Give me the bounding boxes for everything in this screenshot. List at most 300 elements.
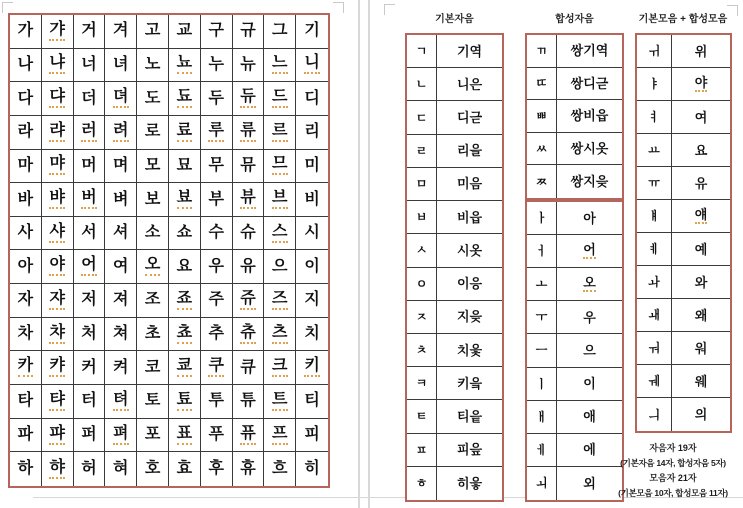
jamo-cell [637, 101, 672, 134]
jamo-name-text: 유 [694, 175, 708, 191]
syllable-cell [201, 419, 233, 453]
syllable-cell [42, 284, 74, 318]
syllable-cell [169, 284, 201, 318]
jamo-text: ㅁ [415, 176, 428, 191]
syllable-text: 큐 [240, 358, 256, 376]
jamo-name-cell [672, 365, 730, 398]
jamo-name-cell [557, 334, 622, 367]
syllable-text: 파 [17, 426, 34, 444]
syllable-cell [105, 419, 137, 453]
margin-corner-mark [384, 4, 395, 15]
syllable-text: 쥬 [240, 291, 255, 310]
summary-vowel-breakdown: (기본모음 10자, 합성모음 11자) [618, 488, 728, 498]
syllable-cell [169, 385, 201, 419]
jamo-name-text: 쌍비읍 [570, 108, 609, 124]
syllable-text: 튜 [240, 392, 256, 410]
syllable-cell [296, 385, 328, 419]
jamo-name-text: 티읕 [456, 408, 483, 424]
jamo-name-cell [672, 200, 730, 233]
jamo-text: ㅟ [648, 44, 660, 58]
syllable-text: 뵤 [177, 190, 192, 209]
jamo-name-cell [437, 201, 502, 234]
jamo-cell [637, 398, 672, 431]
jamo-name-text: 야 [694, 75, 708, 90]
syllable-cell [169, 318, 201, 352]
syllable-text: 저 [81, 291, 97, 309]
syllable-text: 투 [208, 392, 224, 410]
jamo-text: ㅑ [648, 77, 660, 91]
jamo-cell [527, 133, 557, 166]
jamo-name-cell [557, 165, 622, 198]
jamo-name-text: 에 [583, 442, 596, 458]
syllable-text: 타 [17, 392, 34, 410]
jamo-text: ㅞ [648, 374, 660, 388]
syllable-text: 토 [144, 392, 161, 410]
jamo-name-text: 지읒 [456, 309, 483, 325]
jamo-name-text: 비읍 [456, 209, 483, 225]
syllable-cell [201, 385, 233, 419]
jamo-name-cell [672, 233, 730, 266]
syllable-cell [10, 385, 42, 419]
syllable-cell [10, 49, 42, 83]
syllable-cell [296, 419, 328, 453]
syllable-text: 나 [17, 55, 34, 73]
syllable-text: 쵸 [177, 325, 192, 344]
syllable-text: 더 [81, 89, 97, 107]
syllable-text: 툐 [177, 392, 192, 411]
syllable-text: 차 [17, 325, 34, 343]
jamo-name-text: 히읗 [456, 475, 483, 491]
jamo-name-text: 위 [694, 43, 708, 59]
jamo-name-cell [437, 168, 502, 201]
syllable-cell [74, 284, 106, 318]
syllable-cell [296, 318, 328, 352]
syllable-text: 커 [81, 358, 97, 376]
syllable-cell [74, 15, 106, 49]
jamo-name-cell [437, 268, 502, 301]
syllable-cell [296, 351, 328, 385]
syllable-text: 규 [240, 22, 256, 40]
jamo-text: ㄱ [415, 44, 428, 59]
syllable-text: 퍄 [49, 426, 64, 445]
syllable-text: 피 [304, 426, 320, 444]
jamo-cell [637, 332, 672, 365]
syllable-cell [169, 150, 201, 184]
jamo-name-cell [557, 133, 622, 166]
jamo-text: ㅒ [648, 209, 660, 223]
jamo-name-cell [557, 368, 622, 401]
syllable-text: 무 [208, 156, 224, 174]
syllable-text: 며 [113, 156, 129, 174]
syllable-text: 쟈 [49, 291, 64, 310]
syllable-text: 츄 [240, 325, 255, 344]
syllable-cell [10, 150, 42, 184]
jamo-name-text: 왜 [694, 307, 708, 323]
syllable-text: 누 [208, 55, 224, 73]
syllable-text: 어 [81, 257, 96, 276]
syllable-cell [137, 183, 169, 217]
jamo-text: ㅣ [535, 376, 548, 391]
summary-vowel-count: 모음자 21자 [649, 473, 697, 483]
syllable-text: 류 [240, 123, 255, 142]
jamo-text: ㄲ [535, 43, 548, 58]
syllable-text: 비 [304, 190, 320, 208]
jamo-name-text: 쌍시옷 [570, 141, 609, 157]
syllable-text: 크 [272, 358, 287, 377]
compound-vowels-table [635, 33, 732, 433]
syllable-cell [10, 183, 42, 217]
jamo-text: ㄹ [415, 143, 428, 158]
jamo-cell [527, 100, 557, 133]
syllable-text: 부 [208, 190, 224, 208]
syllable-cell [264, 15, 296, 49]
syllable-cell [105, 385, 137, 419]
syllable-cell [169, 419, 201, 453]
syllable-cell [169, 49, 201, 83]
syllable-cell [233, 49, 265, 83]
jamo-cell [407, 434, 437, 467]
header-vowels: 기본모음 + 합성모음 [638, 14, 728, 25]
jamo-cell [407, 168, 437, 201]
margin-corner-mark [2, 2, 13, 13]
syllable-cell [105, 452, 137, 486]
jamo-text: ㅠ [648, 176, 660, 190]
syllable-text: 쿠 [208, 358, 223, 377]
jamo-cell [527, 235, 557, 268]
syllable-cell [201, 150, 233, 184]
jamo-text: ㅌ [415, 409, 428, 424]
syllable-cell [233, 183, 265, 217]
syllable-text: 하 [17, 460, 34, 478]
syllable-cell [296, 49, 328, 83]
syllable-cell [42, 318, 74, 352]
syllable-cell [201, 116, 233, 150]
syllable-cell [296, 116, 328, 150]
syllable-cell [74, 82, 106, 116]
margin-corner-mark [333, 2, 344, 13]
syllable-cell [201, 15, 233, 49]
jamo-text: ㅘ [648, 275, 660, 289]
syllable-cell [105, 250, 137, 284]
syllable-text: 르 [272, 123, 287, 142]
jamo-name-text: 어 [583, 242, 596, 258]
syllable-cell [201, 82, 233, 116]
syllable-text: 뇨 [177, 55, 192, 74]
jamo-name-text: 치읓 [456, 342, 483, 358]
syllable-text: 휴 [240, 460, 256, 478]
syllable-cell [74, 49, 106, 83]
jamo-name-text: 오 [583, 275, 596, 291]
syllable-cell [264, 452, 296, 486]
syllable-cell [169, 452, 201, 486]
syllable-text: 디 [304, 89, 320, 107]
jamo-name-cell [557, 35, 622, 68]
syllable-text: 추 [208, 325, 224, 343]
jamo-name-cell [672, 68, 730, 101]
jamo-text: ㄴ [415, 77, 428, 92]
syllable-cell [233, 318, 265, 352]
jamo-name-cell [672, 266, 730, 299]
jamo-name-text: 얘 [694, 207, 708, 222]
syllable-text: 려 [113, 123, 128, 142]
syllable-text: 우 [208, 257, 224, 275]
jamo-name-text: 여 [694, 109, 708, 125]
jamo-name-text: 으 [583, 342, 596, 358]
syllable-cell [264, 385, 296, 419]
syllable-text: 두 [208, 89, 224, 107]
syllable-cell [74, 217, 106, 251]
syllable-text: 죠 [177, 291, 192, 310]
syllable-cell [201, 351, 233, 385]
jamo-cell [407, 135, 437, 168]
syllable-cell [10, 82, 42, 116]
jamo-name-text: 이응 [456, 276, 483, 292]
syllable-text: 료 [177, 123, 192, 142]
syllable-cell [137, 150, 169, 184]
syllable-text: 터 [81, 392, 97, 410]
syllable-text: 혀 [113, 460, 129, 478]
syllable-text: 카 [18, 358, 33, 377]
jamo-text: ㅃ [535, 108, 548, 123]
syllable-text: 으 [272, 257, 288, 275]
syllable-text: 쇼 [176, 224, 193, 242]
syllable-cell [264, 217, 296, 251]
syllable-text: 드 [272, 89, 287, 108]
syllable-text: 미 [304, 156, 320, 174]
syllable-cell [296, 452, 328, 486]
syllable-text: 프 [272, 426, 287, 445]
syllable-text: 흐 [272, 460, 288, 478]
syllable-cell [105, 351, 137, 385]
syllable-cell [201, 452, 233, 486]
jamo-text: ㅛ [648, 143, 660, 157]
syllable-text: 트 [272, 392, 287, 411]
jamo-name-cell [672, 167, 730, 200]
syllable-text: 갸 [49, 22, 64, 41]
syllable-text: 오 [145, 257, 160, 276]
syllable-cell [137, 250, 169, 284]
jamo-name-cell [437, 135, 502, 168]
letter-count-summary [601, 441, 743, 501]
jamo-text: ㅅ [415, 243, 428, 258]
syllable-text: 펴 [113, 426, 128, 445]
syllable-cell [74, 452, 106, 486]
jamo-cell [407, 301, 437, 334]
syllable-text: 키 [304, 358, 319, 377]
jamo-cell [527, 334, 557, 367]
jamo-name-text: 예 [694, 241, 708, 257]
syllable-cell [42, 351, 74, 385]
syllable-cell [296, 15, 328, 49]
syllable-text: 셔 [113, 224, 129, 242]
syllable-text: 바 [17, 190, 34, 208]
jamo-name-cell [437, 467, 502, 500]
jamo-name-text: 의 [694, 407, 708, 422]
syllable-text: 러 [81, 123, 96, 142]
syllable-cell [137, 82, 169, 116]
syllable-cell [42, 116, 74, 150]
syllable-text: 후 [208, 460, 224, 478]
summary-consonant-count: 자음자 19자 [649, 443, 697, 453]
syllable-text: 조 [144, 291, 161, 309]
jamo-name-cell [672, 398, 730, 431]
jamo-cell [407, 101, 437, 134]
syllable-cell [233, 250, 265, 284]
syllable-text: 슈 [240, 224, 256, 242]
jamo-name-cell [672, 299, 730, 332]
jamo-name-text: 애 [583, 409, 596, 425]
jamo-cell [527, 202, 557, 235]
syllable-cell [264, 284, 296, 318]
syllable-text: 벼 [113, 190, 129, 208]
syllable-cell [42, 385, 74, 419]
jamo-text: ㅗ [535, 277, 548, 292]
jamo-name-cell [557, 68, 622, 101]
jamo-name-cell [437, 301, 502, 334]
syllable-text: 햐 [49, 460, 64, 479]
syllable-cell [10, 250, 42, 284]
syllable-cell [264, 150, 296, 184]
syllable-cell [201, 183, 233, 217]
jamo-name-cell [437, 400, 502, 433]
syllable-text: 쳐 [113, 325, 129, 343]
syllable-cell [105, 284, 137, 318]
jamo-name-text: 시옷 [456, 242, 483, 258]
syllable-cell [137, 217, 169, 251]
jamo-name-cell [437, 367, 502, 400]
syllable-text: 다 [17, 89, 34, 107]
syllable-text: 고 [144, 22, 161, 40]
jamo-text: ㅉ [535, 174, 548, 189]
syllable-text: 그 [272, 22, 288, 40]
syllable-cell [264, 318, 296, 352]
jamo-text: ㅖ [648, 242, 660, 256]
syllable-text: 리 [304, 123, 320, 141]
jamo-text: ㅕ [648, 110, 660, 124]
syllable-cell [137, 15, 169, 49]
syllable-text: 호 [144, 460, 161, 478]
syllable-cell [10, 15, 42, 49]
syllable-cell [169, 15, 201, 49]
summary-consonant-breakdown: (기본자음 14자, 합성자음 5자) [620, 458, 726, 468]
jamo-text: ㅂ [415, 210, 428, 225]
jamo-cell [407, 334, 437, 367]
syllable-text: 주 [208, 291, 224, 309]
syllable-text: 모 [144, 156, 161, 174]
syllable-cell [264, 351, 296, 385]
syllable-cell [201, 284, 233, 318]
syllable-cell [74, 116, 106, 150]
jamo-name-cell [557, 100, 622, 133]
syllable-cell [137, 284, 169, 318]
syllable-cell [296, 250, 328, 284]
syllable-cell [42, 49, 74, 83]
syllable-cell [10, 217, 42, 251]
jamo-cell [527, 35, 557, 68]
syllable-text: 켜 [113, 358, 129, 376]
compound-consonants-table [525, 33, 624, 200]
jamo-text: ㅔ [535, 442, 548, 457]
syllable-cell [10, 419, 42, 453]
jamo-cell [637, 200, 672, 233]
jamo-name-cell [557, 401, 622, 434]
syllable-cell [42, 217, 74, 251]
syllable-cell [74, 385, 106, 419]
syllable-text: 허 [81, 460, 97, 478]
syllable-cell [264, 116, 296, 150]
syllable-text: 노 [144, 55, 161, 73]
syllable-cell [10, 318, 42, 352]
syllable-text: 댜 [49, 89, 64, 108]
jamo-cell [407, 234, 437, 267]
jamo-name-cell [437, 101, 502, 134]
jamo-text: ㄷ [415, 110, 428, 125]
jamo-cell [407, 367, 437, 400]
syllable-cell [137, 351, 169, 385]
jamo-cell [527, 268, 557, 301]
syllable-text: 사 [17, 224, 34, 242]
syllable-cell [74, 318, 106, 352]
syllable-text: 치 [304, 325, 320, 343]
syllable-cell [105, 82, 137, 116]
syllable-text: 시 [304, 224, 320, 242]
basic-consonants-table [405, 33, 504, 502]
syllable-text: 뱌 [49, 190, 64, 209]
jamo-name-text: 아 [583, 210, 596, 226]
syllable-cell [233, 351, 265, 385]
jamo-text: ㅓ [535, 244, 548, 259]
syllable-text: 소 [144, 224, 161, 242]
syllable-text: 도 [144, 89, 161, 107]
jamo-cell [407, 35, 437, 68]
syllable-cell [10, 452, 42, 486]
syllable-text: 보 [144, 190, 161, 208]
syllable-text: 쿄 [177, 358, 192, 377]
syllable-cell [42, 250, 74, 284]
jamo-name-text: 디귿 [456, 110, 483, 126]
jamo-name-cell [672, 35, 730, 68]
syllable-cell [105, 183, 137, 217]
jamo-name-text: 키읔 [456, 375, 483, 391]
jamo-cell [407, 467, 437, 500]
syllable-cell [137, 452, 169, 486]
jamo-cell [637, 266, 672, 299]
jamo-text: ㅚ [535, 476, 548, 491]
syllable-cell [105, 150, 137, 184]
syllable-cell [233, 82, 265, 116]
syllable-cell [233, 419, 265, 453]
jamo-name-text: 워 [694, 340, 708, 356]
syllable-cell [233, 284, 265, 318]
syllable-text: 탸 [49, 392, 64, 411]
syllable-text: 뷰 [240, 190, 255, 209]
syllable-cell [74, 150, 106, 184]
page-divider-line [358, 0, 360, 508]
jamo-name-text: 쌍기역 [570, 43, 609, 59]
jamo-text: ㅡ [535, 343, 548, 358]
syllable-cell [10, 116, 42, 150]
syllable-text: 유 [240, 257, 256, 275]
syllable-cell [201, 49, 233, 83]
jamo-text: ㅋ [415, 376, 428, 391]
syllable-text: 녀 [113, 55, 129, 73]
syllable-text: 챠 [49, 325, 64, 344]
syllable-cell [169, 183, 201, 217]
syllable-text: 구 [208, 22, 224, 40]
syllable-cell [264, 419, 296, 453]
syllable-cell [169, 116, 201, 150]
syllable-cell [169, 351, 201, 385]
